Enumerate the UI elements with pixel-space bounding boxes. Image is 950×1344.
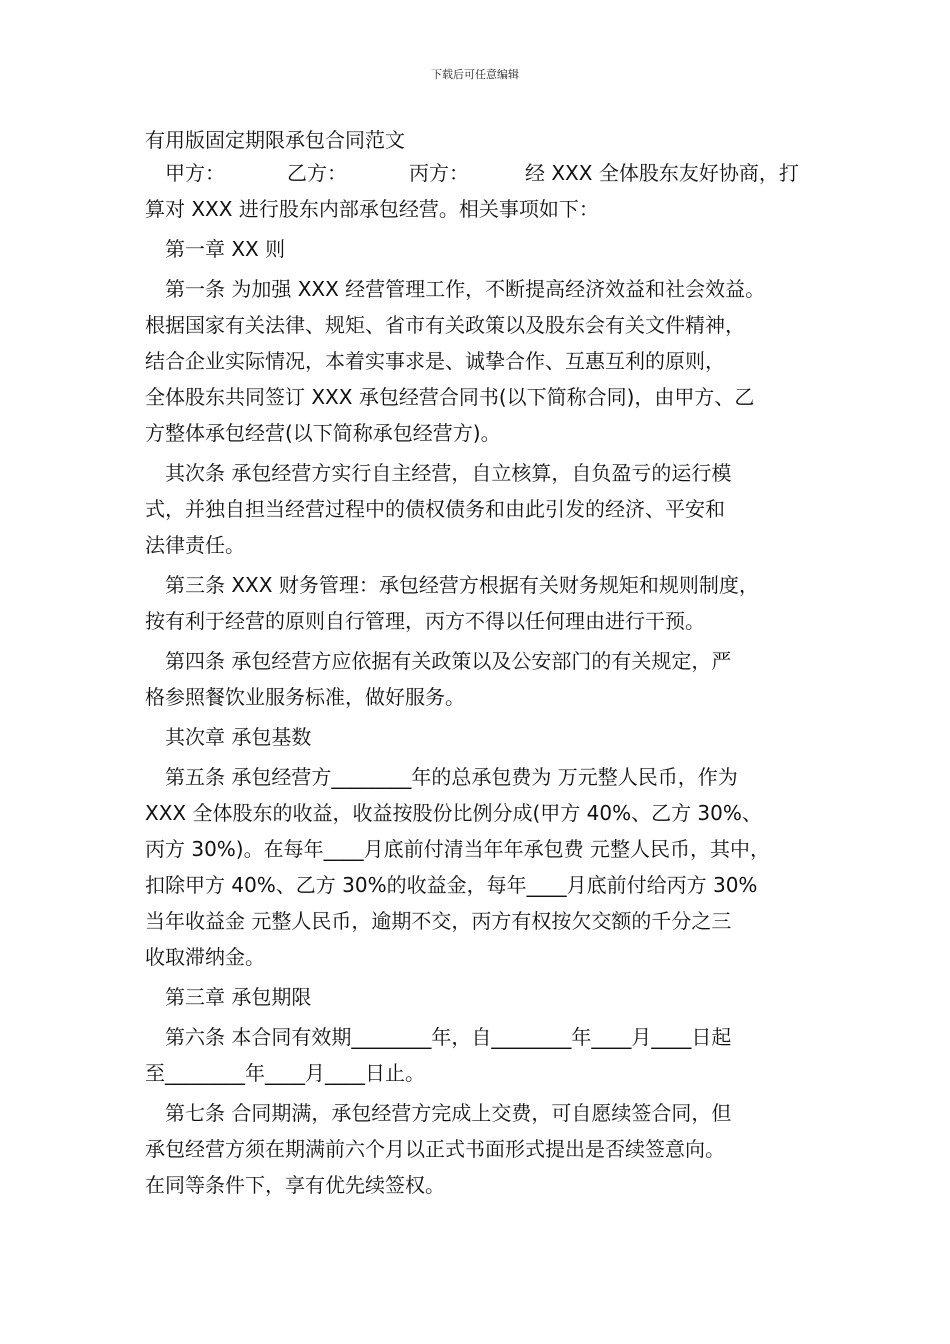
party-c-label: 丙方： xyxy=(409,161,469,185)
chapter-heading xyxy=(145,231,825,267)
text-line: 结合企业实际情况，本着实事求是、诚挚合作、互惠互利的原则， xyxy=(145,349,725,373)
text-line: 全体股东共同签订 XXX 承包经营合同书(以下简称合同)，由甲方、乙 xyxy=(145,385,755,409)
party-b-label: 乙方： xyxy=(287,161,347,185)
text-line: 按有利于经营的原则自行管理，丙方不得以任何理由进行干预。 xyxy=(145,609,705,633)
text-line: XXX 全体股东的收益，收益按股份比例分成(甲方 40%、乙方 30%、 xyxy=(145,801,762,825)
text-line: 当年收益金 元整人民币，逾期不交，丙方有权按欠交额的千分之三 xyxy=(145,909,732,933)
text-line: 在同等条件下，享有优先续签权。 xyxy=(145,1173,445,1197)
party-a-label: 甲方： xyxy=(165,161,225,185)
text-line: 式，并独自担当经营过程中的债权债务和由此引发的经济、平安和 xyxy=(145,497,725,521)
text-line: 丙方 30%)。在每年____月底前付清当年年承包费 元整人民币，其中， xyxy=(145,837,770,861)
page-header: 下载后可任意编辑 xyxy=(431,68,519,81)
text-line: 第五条 承包经营方________年的总承包费为 万元整人民币，作为 xyxy=(165,765,738,789)
text-line: 第七条 合同期满，承包经营方完成上交费，可自愿续签合同，但 xyxy=(165,1101,732,1125)
text-line: 其次章 承包基数 xyxy=(165,725,312,749)
text-line: 经 XXX 全体股东友好协商，打 xyxy=(525,161,799,185)
article-paragraph xyxy=(145,1019,825,1091)
text-line: 格参照餐饮业服务标准，做好服务。 xyxy=(145,685,465,709)
article-paragraph xyxy=(145,643,825,715)
text-line: 第一章 XX 则 xyxy=(165,237,286,261)
text-line: 至________年____月____日止。 xyxy=(145,1061,425,1085)
document-body xyxy=(145,155,825,1207)
text-line: 算对 XXX 进行股东内部承包经营。相关事项如下： xyxy=(145,197,599,221)
article-paragraph xyxy=(145,759,825,975)
chapter-heading xyxy=(145,979,825,1015)
text-line: 方整体承包经营(以下简称承包经营方)。 xyxy=(145,421,501,445)
text-line: 第三章 承包期限 xyxy=(165,985,312,1009)
text-line: 第六条 本合同有效期________年，自________年____月____日起 xyxy=(165,1025,732,1049)
paragraph-parties xyxy=(145,155,825,227)
text-line: 收取滞纳金。 xyxy=(145,945,265,969)
document-title: 有用版固定期限承包合同范文 xyxy=(145,128,405,152)
text-line: 第三条 XXX 财务管理：承包经营方根据有关财务规矩和规则制度， xyxy=(165,573,759,597)
text-line: 第一条 为加强 XXX 经营管理工作，不断提高经济效益和社会效益。 xyxy=(165,277,766,301)
article-paragraph xyxy=(145,455,825,563)
text-line: 根据国家有关法律、规矩、省市有关政策以及股东会有关文件精神， xyxy=(145,313,745,337)
article-paragraph xyxy=(145,271,825,451)
article-paragraph xyxy=(145,1095,825,1203)
article-paragraph xyxy=(145,567,825,639)
text-line: 第四条 承包经营方应依据有关政策以及公安部门的有关规定，严 xyxy=(165,649,732,673)
text-line: 承包经营方须在期满前六个月以正式书面形式提出是否续签意向。 xyxy=(145,1137,725,1161)
chapter-heading xyxy=(145,719,825,755)
text-line xyxy=(145,155,825,191)
text-line: 其次条 承包经营方实行自主经营，自立核算，自负盈亏的运行模 xyxy=(165,461,732,485)
text-line: 法律责任。 xyxy=(145,533,245,557)
text-line: 扣除甲方 40%、乙方 30%的收益金，每年____月底前付给丙方 30% xyxy=(145,873,758,897)
